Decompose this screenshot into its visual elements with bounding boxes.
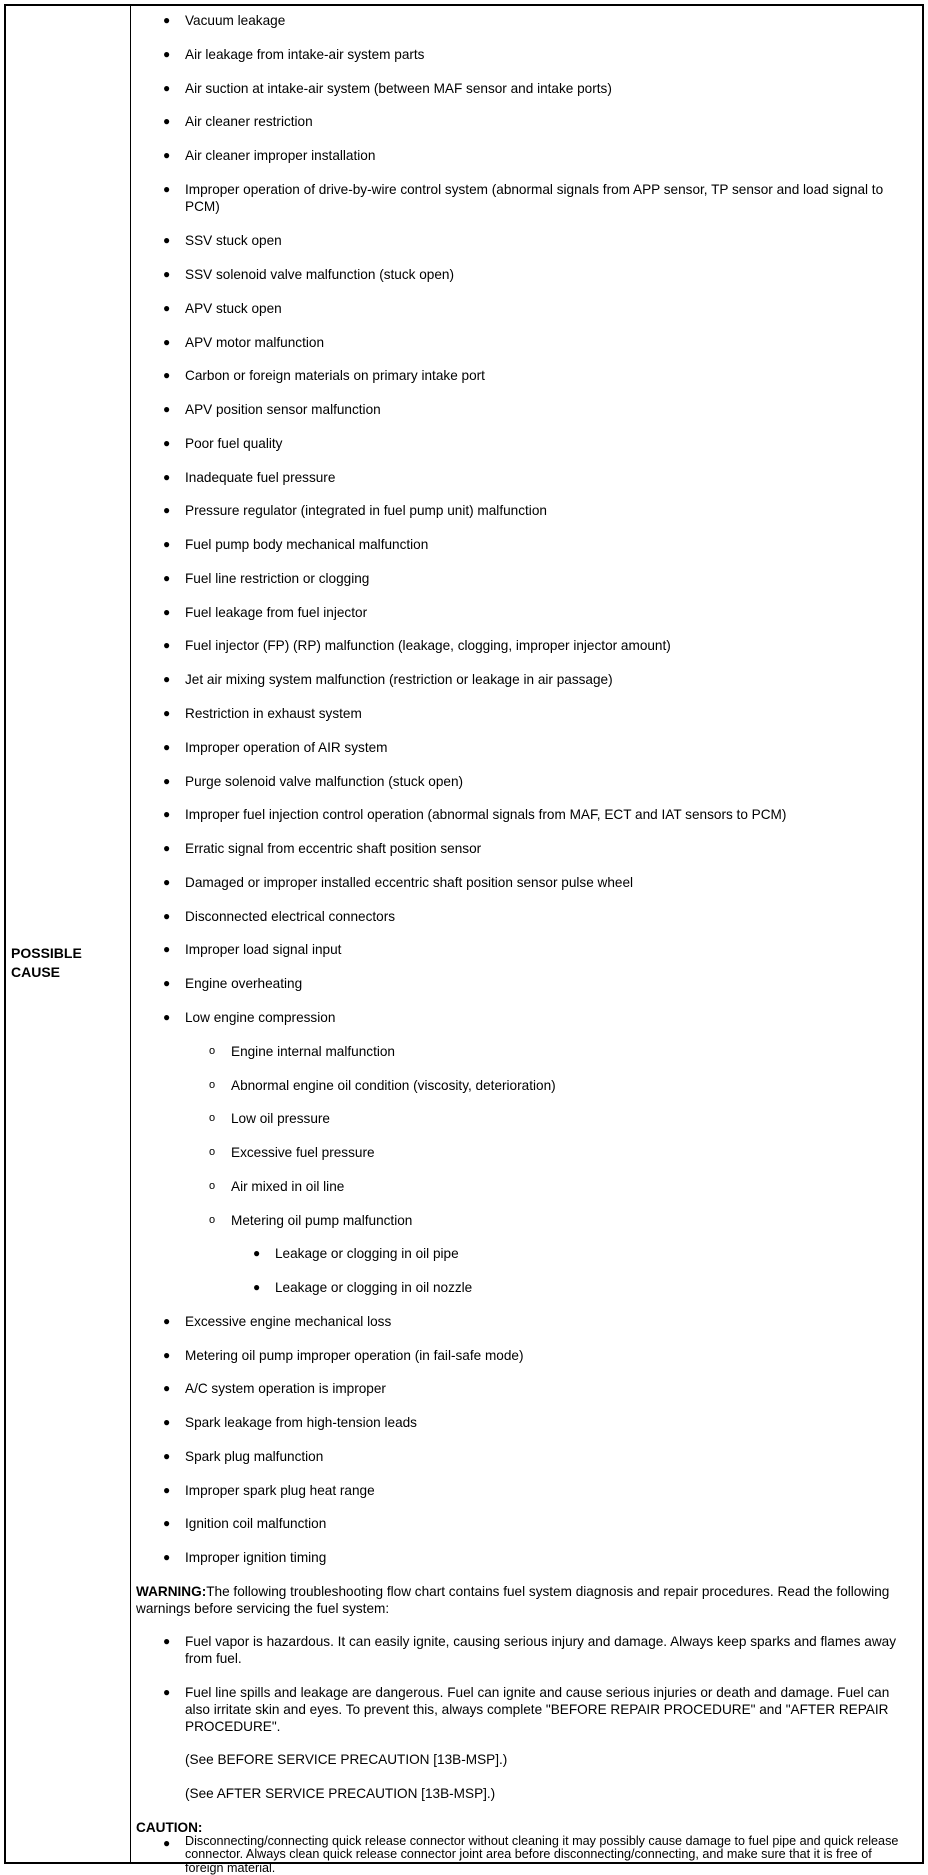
bullet-icon: ●	[163, 909, 171, 923]
cause-item: ● Poor fuel quality	[163, 436, 283, 451]
bullet-icon: ●	[163, 571, 171, 585]
cause-item: ● Air cleaner improper installation	[163, 148, 376, 163]
bullet-icon: ●	[163, 605, 171, 619]
cause-item: ● Restriction in exhaust system	[163, 706, 362, 721]
cause-item: ● Improper load signal input	[163, 942, 342, 957]
cause-item: ● Inadequate fuel pressure	[163, 470, 336, 485]
cause-item: ● Excessive engine mechanical loss	[163, 1314, 392, 1329]
bullet-icon: ●	[163, 368, 171, 382]
warning-text: The following troubleshooting flow chart contains fuel system diagnosis and repair procedures. Read the following warnings before servicing the fuel system:	[136, 1584, 890, 1616]
bullet-icon: ●	[163, 114, 171, 128]
cause-item: ● Purge solenoid valve malfunction (stuck open)	[163, 774, 464, 789]
bullet-icon: ●	[163, 47, 171, 61]
bullet-icon: ●	[163, 301, 171, 315]
compression-cause-item: o Engine internal malfunction	[209, 1044, 395, 1059]
bullet-icon: ●	[163, 807, 171, 821]
row-label	[11, 944, 121, 982]
cause-item: ● Air leakage from intake-air system parts	[163, 47, 425, 62]
caution-label: CAUTION:	[136, 1820, 203, 1835]
bullet-icon: ●	[163, 13, 171, 27]
cause-item: ● APV stuck open	[163, 301, 282, 316]
cause-item: ● Air cleaner restriction	[163, 114, 313, 129]
compression-cause-item: o Low oil pressure	[209, 1111, 330, 1126]
row-label-line2: CAUSE	[11, 964, 61, 980]
warning-paragraph	[136, 1583, 914, 1617]
bullet-icon: ●	[163, 638, 171, 652]
row-label-line1: POSSIBLE	[11, 945, 82, 961]
circle-bullet-icon: o	[209, 1079, 216, 1091]
bullet-icon: ●	[163, 942, 171, 956]
before-service-reference: (See BEFORE SERVICE PRECAUTION [13B-MSP].)	[185, 1752, 508, 1767]
bullet-icon: ●	[163, 875, 171, 889]
bullet-icon: ●	[163, 1550, 171, 1564]
cause-item: ● Improper operation of AIR system	[163, 740, 388, 755]
cause-item: ● Vacuum leakage	[163, 13, 286, 28]
bullet-icon: ●	[163, 706, 171, 720]
cause-item: ● Fuel injector (FP) (RP) malfunction (leakage, clogging, improper injector amount)	[163, 638, 671, 653]
bullet-icon: ●	[163, 774, 171, 788]
bullet-icon: ●	[163, 470, 171, 484]
bullet-icon: ●	[163, 1483, 171, 1497]
compression-cause-item: o Metering oil pump malfunction	[209, 1213, 413, 1228]
warning-item: ● Fuel line spills and leakage are dangerous. Fuel can ignite and cause serious injuries or death and damage. Fuel can also irritate skin and eyes. To prevent this, always complete "BEFORE REPAIR PROCEDURE" and "AFTER REPAIR PROCEDURE".	[163, 1685, 890, 1734]
cause-item: ● Improper spark plug heat range	[163, 1483, 375, 1498]
cause-item: ● Ignition coil malfunction	[163, 1516, 327, 1531]
after-service-reference: (See AFTER SERVICE PRECAUTION [13B-MSP].)	[185, 1786, 496, 1801]
bullet-icon: ●	[163, 537, 171, 551]
cause-item: ● Engine overheating	[163, 976, 303, 991]
cause-item: ● Spark plug malfunction	[163, 1449, 324, 1464]
bullet-icon: ●	[163, 1836, 171, 1850]
cause-item: ● Jet air mixing system malfunction (restriction or leakage in air passage)	[163, 672, 613, 687]
cause-item: ● Low engine compression	[163, 1010, 336, 1025]
cause-item: ● Improper operation of drive-by-wire control system (abnormal signals from APP sensor, TP sensor and load signal to PCM)	[163, 182, 884, 214]
bullet-icon: ●	[163, 148, 171, 162]
bullet-icon: ●	[163, 335, 171, 349]
compression-cause-item: o Air mixed in oil line	[209, 1179, 345, 1194]
possible-cause-table	[4, 4, 924, 1875]
circle-bullet-icon: o	[209, 1112, 216, 1124]
cause-item: ● Spark leakage from high-tension leads	[163, 1415, 417, 1430]
bullet-icon: ●	[163, 503, 171, 517]
cause-item: ● SSV solenoid valve malfunction (stuck open)	[163, 267, 454, 282]
cause-item: ● Damaged or improper installed eccentric shaft position sensor pulse wheel	[163, 875, 634, 890]
bullet-icon: ●	[163, 976, 171, 990]
bullet-icon: ●	[163, 267, 171, 281]
cause-item: ● Fuel pump body mechanical malfunction	[163, 537, 429, 552]
bullet-icon: ●	[163, 402, 171, 416]
circle-bullet-icon: o	[209, 1180, 216, 1192]
bullet-icon: ●	[163, 436, 171, 450]
bullet-icon: ●	[253, 1246, 261, 1260]
bullet-icon: ●	[163, 182, 171, 196]
circle-bullet-icon: o	[209, 1045, 216, 1057]
cause-item: ● Metering oil pump improper operation (in fail-safe mode)	[163, 1348, 524, 1363]
bullet-icon: ●	[163, 1516, 171, 1530]
cause-item: ● A/C system operation is improper	[163, 1381, 386, 1396]
pump-cause-item: ● Leakage or clogging in oil pipe	[253, 1246, 459, 1261]
cause-item: ● Fuel leakage from fuel injector	[163, 605, 368, 620]
bullet-icon: ●	[163, 1634, 171, 1648]
bullet-icon: ●	[163, 1685, 171, 1699]
cause-item: ● Fuel line restriction or clogging	[163, 571, 370, 586]
bullet-icon: ●	[163, 672, 171, 686]
bullet-icon: ●	[163, 1314, 171, 1328]
cause-item: ● Erratic signal from eccentric shaft position sensor	[163, 841, 482, 856]
warning-label: WARNING:	[136, 1584, 207, 1599]
bullet-icon: ●	[163, 1348, 171, 1362]
caution-item: ● Disconnecting/connecting quick release connector without cleaning it may possibly cause damage to fuel pipe and quick release connector. Always clean quick release connector joint area before disconnecting/connecting, and make sure that it is free of foreign material.	[163, 1834, 899, 1875]
cause-item: ● Improper ignition timing	[163, 1550, 327, 1565]
bullet-icon: ●	[163, 1381, 171, 1395]
bullet-icon: ●	[163, 81, 171, 95]
bullet-icon: ●	[163, 1415, 171, 1429]
cause-item: ● Carbon or foreign materials on primary intake port	[163, 368, 485, 383]
cause-item: ● APV motor malfunction	[163, 335, 325, 350]
cause-item: ● Disconnected electrical connectors	[163, 909, 396, 924]
cause-item: ● Air suction at intake-air system (between MAF sensor and intake ports)	[163, 81, 612, 96]
circle-bullet-icon: o	[209, 1146, 216, 1158]
warning-item: ● Fuel vapor is hazardous. It can easily ignite, causing serious injury and damage. Always keep sparks and flames away from fuel.	[163, 1634, 897, 1666]
compression-cause-item: o Abnormal engine oil condition (viscosity, deterioration)	[209, 1078, 556, 1093]
cause-item: ● Pressure regulator (integrated in fuel pump unit) malfunction	[163, 503, 547, 518]
bullet-icon: ●	[163, 1449, 171, 1463]
bullet-icon: ●	[163, 233, 171, 247]
cause-list	[131, 6, 922, 1875]
bullet-icon: ●	[253, 1280, 261, 1294]
cause-item: ● Improper fuel injection control operation (abnormal signals from MAF, ECT and IAT sensors to PCM)	[163, 807, 787, 822]
pump-cause-item: ● Leakage or clogging in oil nozzle	[253, 1280, 473, 1295]
bullet-icon: ●	[163, 740, 171, 754]
compression-cause-item: o Excessive fuel pressure	[209, 1145, 375, 1160]
bullet-icon: ●	[163, 1010, 171, 1024]
cause-item: ● SSV stuck open	[163, 233, 282, 248]
cause-item: ● APV position sensor malfunction	[163, 402, 381, 417]
circle-bullet-icon: o	[209, 1214, 216, 1226]
bullet-icon: ●	[163, 841, 171, 855]
